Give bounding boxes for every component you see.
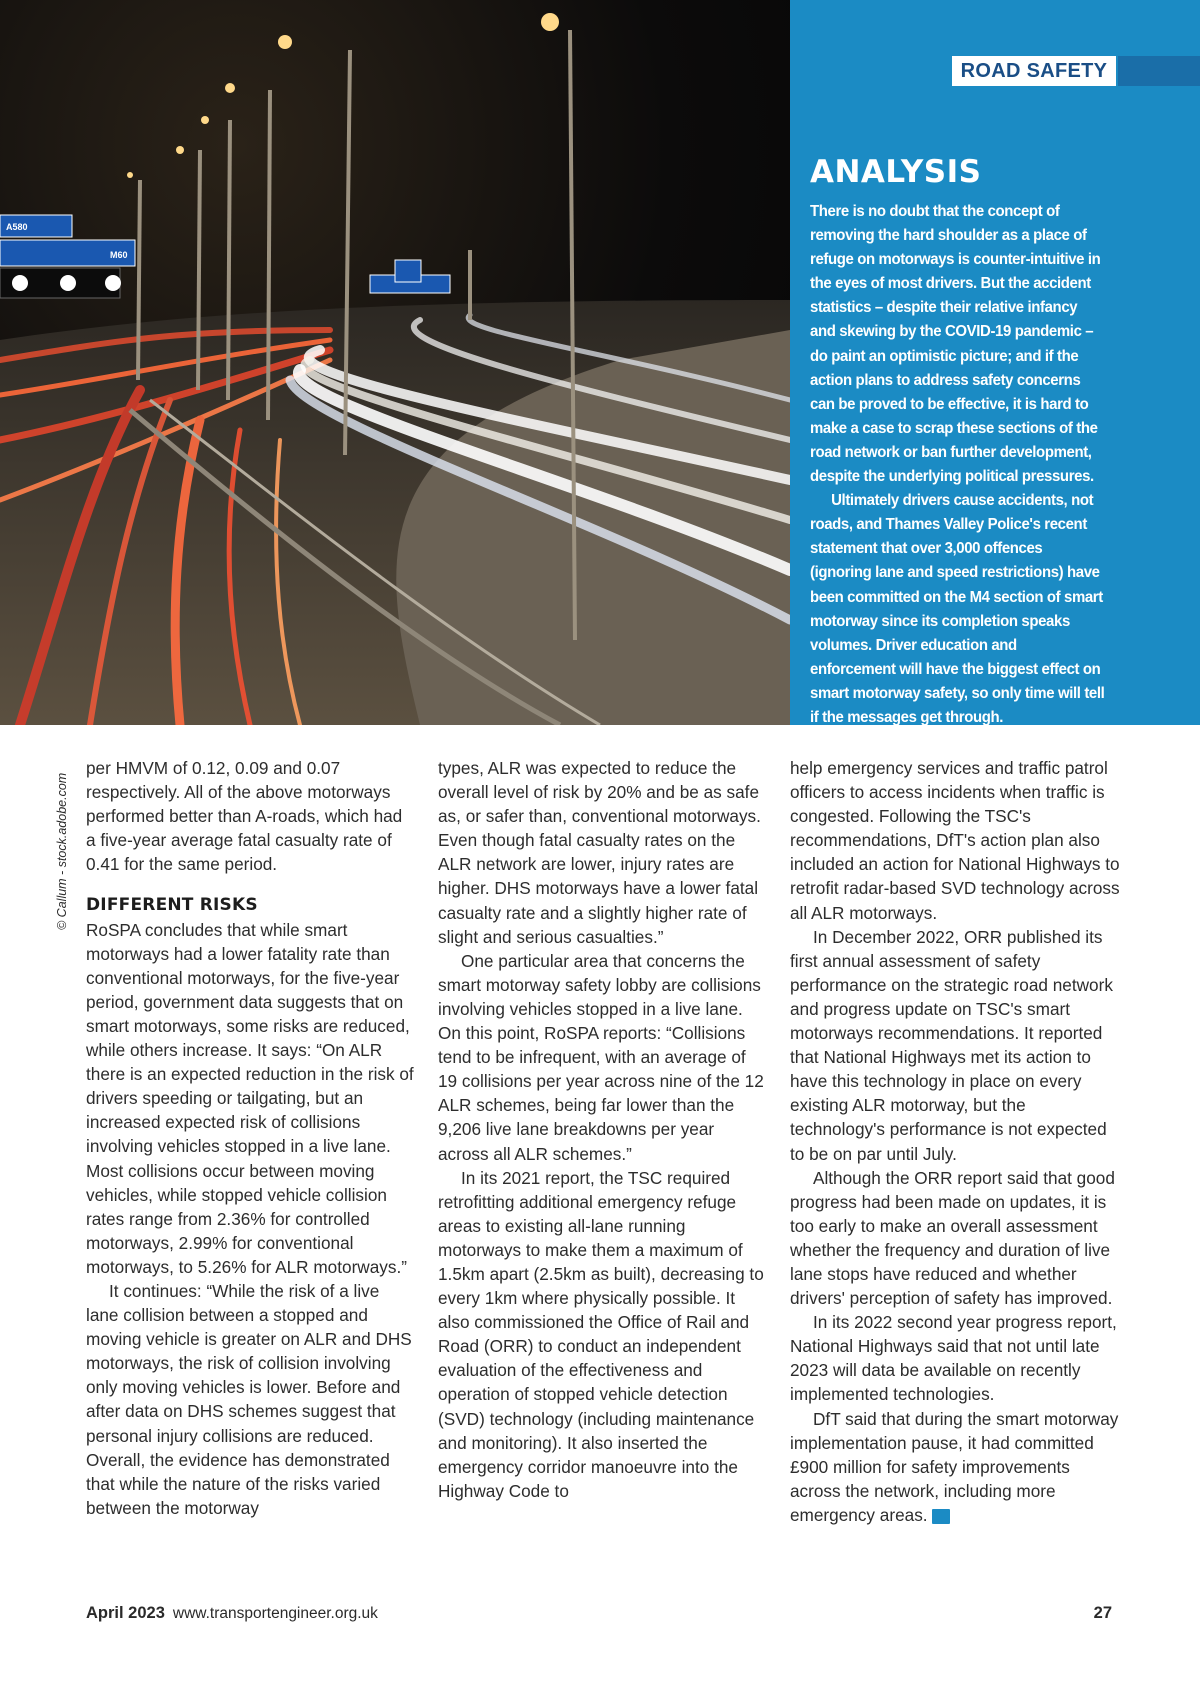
article-paragraph: per HMVM of 0.12, 0.09 and 0.07 respectively. All of the above motorways performed better than A-roads, which had a five-year average fatal casualty rate of 0.41 for the same period. bbox=[86, 758, 403, 875]
article-paragraph: One particular area that concerns the smart motorway safety lobby are collisions involving vehicles stopped in a live lane. On this point, RoSPA reports: “Collisions tend to be infrequent, with an average of 19 collisions per year across nine of the 12 ALR schemes, being far lower than the 9,206 live lane breakdowns per year across all ALR schemes.” bbox=[438, 950, 764, 1164]
motorway-night-photo bbox=[0, 0, 790, 725]
article-paragraph: It continues: “While the risk of a live lane collision between a stopped and moving vehicle is greater on ALR and DHS motorways, the risk of collision involving only moving vehicles is lower. Before and after data on DHS schemes suggest that personal injury collisions are reduced. Overall, the evidence has demonstrated that while the nature of the risks varied between the motorway bbox=[86, 1280, 412, 1518]
article-paragraph-text: DfT said that during the smart motorway implementation pause, it had committed £900 million for safety improvements across the network, including more emergency areas. bbox=[790, 1408, 1119, 1525]
article-paragraph: types, ALR was expected to reduce the overall level of risk by 20% and be as safe as, or safer than, conventional motorways. Even though fatal casualty rates on the ALR network are lower, injury rates are higher. DHS motorways have a lower fatal casualty rate and a slightly higher rate of slight and serious casualties.” bbox=[438, 758, 761, 947]
light-trails-illustration bbox=[0, 0, 790, 725]
sign-a580: A580 bbox=[6, 222, 28, 232]
section-tag: ROAD SAFETY bbox=[952, 56, 1116, 86]
photo-credit: © Callum - stock.adobe.com bbox=[55, 772, 69, 930]
analysis-paragraph-text: Ultimately drivers cause accidents, not roads, and Thames Valley Police's recent statement that over 3,000 offences (ignoring lane and speed restrictions) have been committed on the M4 section of smart motorway since its completion speaks volumes. Driver education and enforcement will have the biggest effect on smart motorway safety, so only time will tell if the messages get through. bbox=[810, 492, 1105, 726]
article-paragraph bbox=[790, 1407, 1120, 1527]
subheading: DIFFERENT RISKS bbox=[86, 895, 258, 916]
article-paragraph: In its 2022 second year progress report, National Highways said that not until late 2023 will data be available on recently implemented technologies. bbox=[790, 1312, 1117, 1405]
analysis-author: -Peter Shakespeare bbox=[810, 733, 943, 751]
article-paragraph: In December 2022, ORR published its first annual assessment of safety performance on the strategic road network and progress update on TSC's smart motorways recommendations. It reported that National Highways met its action to have this technology in place on every existing ALR motorway, but the technology's performance is not expected to be on par until July. bbox=[790, 926, 1113, 1164]
sign-m60: M60 bbox=[110, 250, 128, 260]
analysis-paragraph: There is no doubt that the concept of removing the hard shoulder as a place of refuge on motorways is counter-intuitive in the eyes of most drivers. But the accident statistics – despite their relative infancy and skewing by the COVID-19 pandemic – do paint an optimistic picture; and if the action plans to address safety concerns can be proved to be effective, it is hard to make a case to scrap these sections of the road network or ban further development, despite the underlying political pressures. bbox=[810, 203, 1101, 486]
analysis-text bbox=[810, 200, 1106, 754]
page-number: 27 bbox=[1093, 1604, 1112, 1622]
article-paragraph: In its 2021 report, the TSC required retrofitting additional emergency refuge areas to existing all-lane running motorways to make them a maximum of 1.5km apart (2.5km as built), decreasing to every 1km where physically possible. It also commissioned the Office of Rail and Road (ORR) to conduct an independent evaluation of the effectiveness and operation of stopped vehicle detection (SVD) technology (including maintenance and monitoring). It also inserted the emergency corridor manoeuvre into the Highway Code to bbox=[438, 1167, 764, 1501]
article-paragraph: RoSPA concludes that while smart motorways had a lower fatality rate than conventional motorways, for the five-year period, government data suggests that on smart motorways, some risks are reduced, while others increase. It says: “On ALR there is an expected reduction in the risk of drivers speeding or tailgating, but an increased expected risk of collisions involving vehicles stopped in a live lane. Most collisions occur between moving vehicles, while stopped vehicle collision rates range from 2.36% for controlled motorways, 2.99% for conventional motorways, to 5.26% for ALR motorways.” bbox=[86, 919, 414, 1277]
issue-date: April 2023 bbox=[86, 1604, 165, 1622]
article-column-1 bbox=[86, 756, 416, 1520]
article-column-3 bbox=[790, 756, 1120, 1527]
article-column-2 bbox=[438, 756, 768, 1503]
article-paragraph: Although the ORR report said that good progress had been made on updates, it is too early to make an overall assessment whether the frequency and duration of live lane stops have reduced and whether drivers' perception of safety has improved. bbox=[790, 1167, 1115, 1309]
te-end-mark-icon: TE bbox=[932, 1509, 950, 1524]
analysis-paragraph bbox=[810, 489, 1106, 730]
page-footer bbox=[86, 1604, 1112, 1628]
section-tag-bar bbox=[1118, 56, 1200, 86]
website-url: www.transportengineer.org.uk bbox=[172, 1605, 378, 1622]
article-paragraph: help emergency services and traffic patrol officers to access incidents when traffic is congested. Following the TSC's recommendations, DfT's action plan also included an action for National Highways to retrofit radar-based SVD technology across all ALR motorways. bbox=[790, 758, 1120, 923]
analysis-title: ANALYSIS bbox=[810, 154, 982, 190]
